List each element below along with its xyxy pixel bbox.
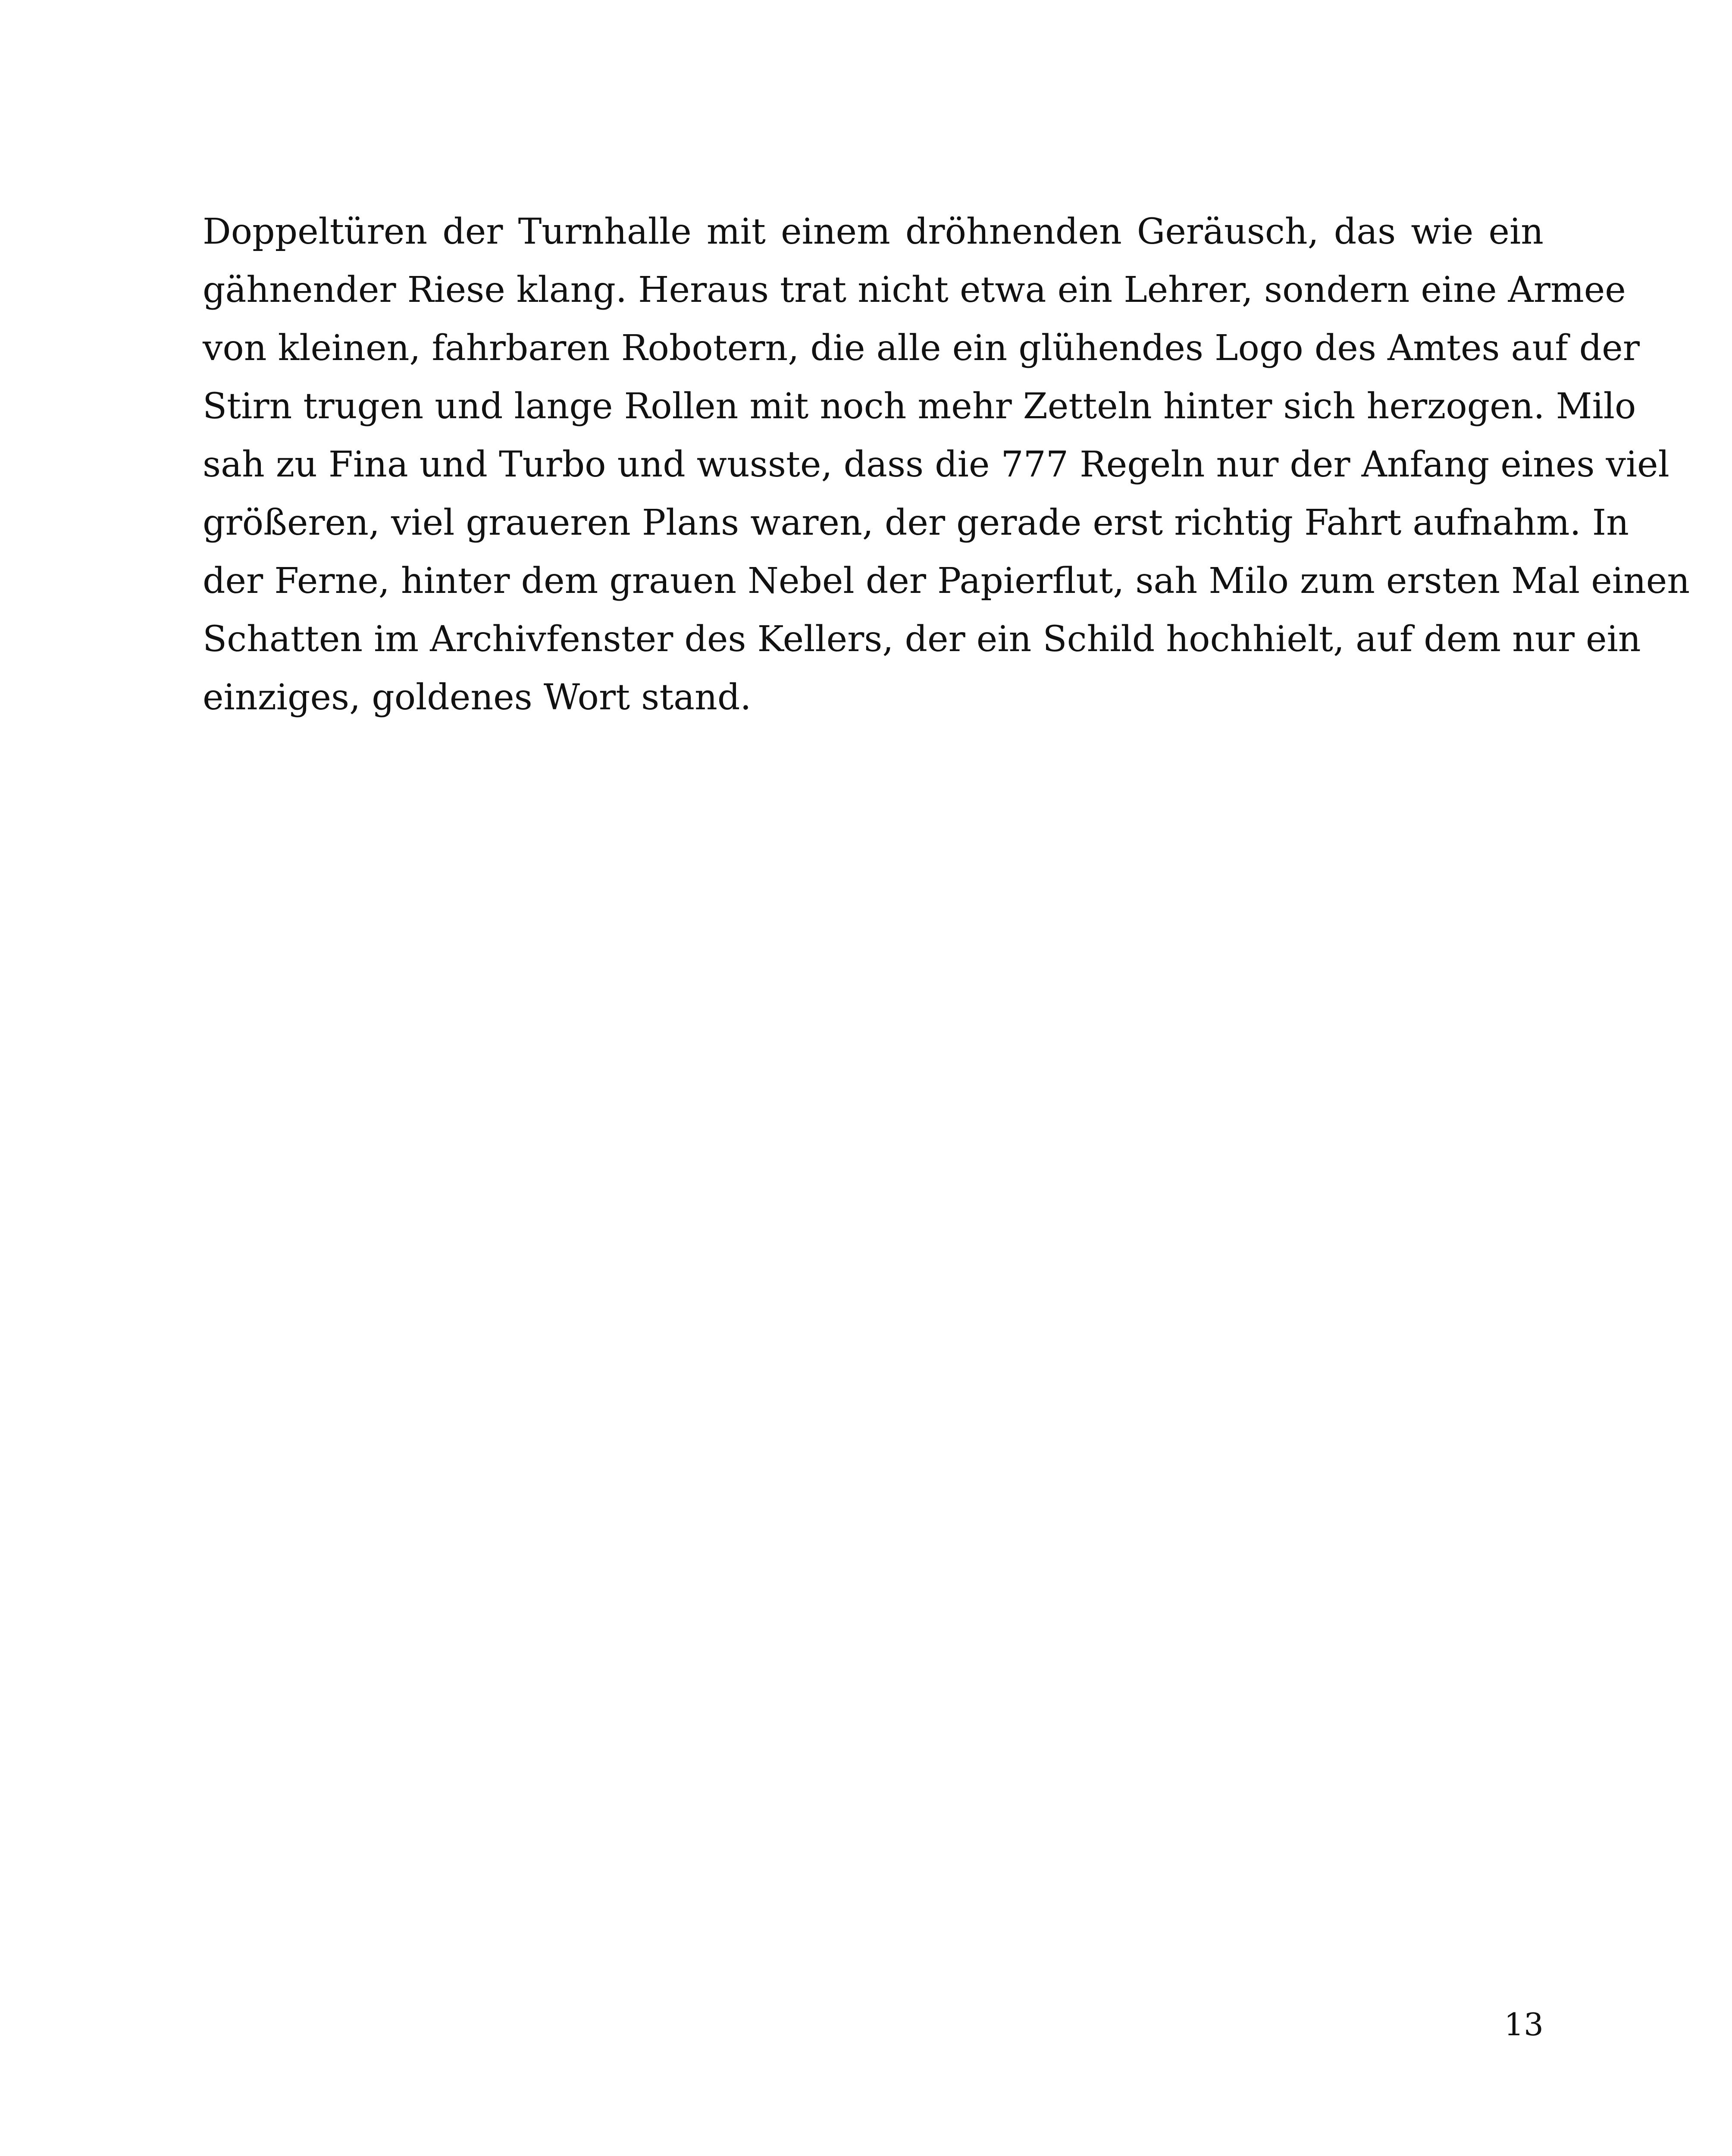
paragraph-line: der Ferne, hinter dem grauen Nebel der Papierflut, sah Milo zum ersten Mal einen xyxy=(203,561,1690,602)
body-paragraph xyxy=(203,203,1690,727)
paragraph-line: Stirn trugen und lange Rollen mit noch mehr Zetteln hinter sich herzogen. Milo xyxy=(203,386,1636,427)
paragraph-line: einziges, goldenes Wort stand. xyxy=(203,677,752,718)
paragraph-line: sah zu Fina und Turbo und wusste, dass die 777 Regeln nur der Anfang eines viel xyxy=(203,444,1669,485)
paragraph-line: von kleinen, fahrbaren Robotern, die alle ein glühendes Logo des Amtes auf der xyxy=(203,328,1640,369)
paragraph-line: gähnender Riese klang. Heraus trat nicht etwa ein Lehrer, sondern eine Armee xyxy=(203,270,1626,310)
page-number: 13 xyxy=(1504,2006,1544,2043)
paragraph-line: Schatten im Archivfenster des Kellers, der ein Schild hochhielt, auf dem nur ein xyxy=(203,619,1641,660)
paragraph-line: Doppeltüren der Turnhalle mit einem dröhnenden Geräusch, das wie ein xyxy=(203,211,1544,252)
paragraph-line: größeren, viel graueren Plans waren, der gerade erst richtig Fahrt aufnahm. In xyxy=(203,502,1629,543)
